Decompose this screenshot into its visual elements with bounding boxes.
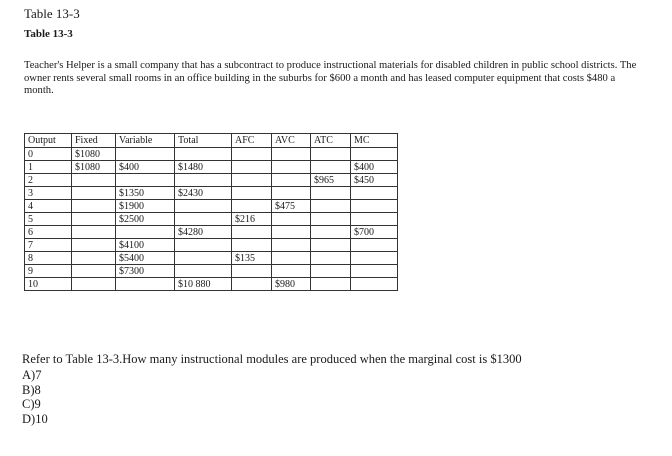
col-header-atc: ATC [311, 134, 351, 148]
option-b: B)8 [22, 382, 41, 397]
table-cell [232, 148, 272, 161]
table-cell [311, 200, 351, 213]
table-cell [232, 278, 272, 291]
table-cell: $2430 [175, 187, 232, 200]
table-cell: $135 [232, 252, 272, 265]
table-cell: $2500 [116, 213, 175, 226]
table-cell [272, 252, 311, 265]
col-header-avc: AVC [272, 134, 311, 148]
table-cell [72, 187, 116, 200]
table-cell [272, 187, 311, 200]
table-row [25, 265, 398, 278]
table-cell [116, 174, 175, 187]
table-cell: 9 [25, 265, 72, 278]
option-a: A)7 [22, 368, 42, 382]
table-cell [116, 226, 175, 239]
table-cell [351, 239, 398, 252]
table-cell [232, 174, 272, 187]
table-cell: $1900 [116, 200, 175, 213]
table-cell: 5 [25, 213, 72, 226]
table-cell [232, 200, 272, 213]
table-cell [72, 213, 116, 226]
table-row [25, 161, 398, 174]
table-cell: 4 [25, 200, 72, 213]
table-cell: 6 [25, 226, 72, 239]
col-header-mc: MC [351, 134, 398, 148]
table-cell [72, 265, 116, 278]
table-cell [272, 161, 311, 174]
table-cell [272, 174, 311, 187]
table-cell [311, 148, 351, 161]
table-cell: 10 [25, 278, 72, 291]
table-cell: $216 [232, 213, 272, 226]
table-cell [272, 239, 311, 252]
table-cell: 3 [25, 187, 72, 200]
table-cell [311, 226, 351, 239]
table-cell: $400 [351, 161, 398, 174]
table-cell [232, 239, 272, 252]
table-cell [116, 278, 175, 291]
table-cell: $10 880 [175, 278, 232, 291]
table-cell [272, 226, 311, 239]
table-cell [351, 200, 398, 213]
table-cell [311, 213, 351, 226]
table-cell [175, 265, 232, 278]
col-header-afc: AFC [232, 134, 272, 148]
table-cell [72, 278, 116, 291]
table-cell [232, 187, 272, 200]
table-row [25, 278, 398, 291]
table-cell: $980 [272, 278, 311, 291]
table-cell [351, 252, 398, 265]
table-cell [311, 187, 351, 200]
table-cell [72, 200, 116, 213]
table-cell [116, 148, 175, 161]
table-cell: 2 [25, 174, 72, 187]
table-cell [311, 161, 351, 174]
col-header-variable: Variable [116, 134, 175, 148]
table-label: Table 13-3 [24, 28, 73, 40]
table-cell [272, 265, 311, 278]
table-cell: $450 [351, 174, 398, 187]
table-cell [72, 239, 116, 252]
table-cell [72, 226, 116, 239]
table-cell [351, 278, 398, 291]
table-cell [175, 252, 232, 265]
table-cell [232, 226, 272, 239]
description-paragraph: Teacher's Helper is a small company that has a subcontract to produce instructional materials for disabled children in public school districts. The owner rents several small rooms in an office building in the suburbs for $600 a month and has leased computer equipment that costs $480 a month. [24, 60, 637, 96]
table-cell [351, 187, 398, 200]
table-cell [272, 213, 311, 226]
table-row [25, 148, 398, 161]
table-cell [311, 239, 351, 252]
table-cell: 0 [25, 148, 72, 161]
table-cell [232, 265, 272, 278]
table-row [25, 174, 398, 187]
table-cell [311, 278, 351, 291]
table-cell: $4280 [175, 226, 232, 239]
table-cell [175, 213, 232, 226]
table-cell [272, 148, 311, 161]
col-header-total: Total [175, 134, 232, 148]
table-cell: $965 [311, 174, 351, 187]
col-header-fixed: Fixed [72, 134, 116, 148]
cost-table [24, 133, 398, 291]
table-cell: 1 [25, 161, 72, 174]
table-row [25, 213, 398, 226]
table-cell: $400 [116, 161, 175, 174]
col-header-output: Output [25, 134, 72, 148]
table-cell [351, 265, 398, 278]
table-cell: $1080 [72, 161, 116, 174]
option-c: C)9 [22, 397, 41, 412]
table-cell [72, 174, 116, 187]
table-header-row [25, 134, 398, 148]
table-cell: $7300 [116, 265, 175, 278]
table-cell: 8 [25, 252, 72, 265]
table-cell [72, 252, 116, 265]
table-cell [351, 213, 398, 226]
table-cell [175, 239, 232, 252]
header-title: Table 13-3 [24, 6, 80, 21]
table-cell: 7 [25, 239, 72, 252]
table-cell [232, 161, 272, 174]
table-row [25, 187, 398, 200]
table-cell: $5400 [116, 252, 175, 265]
table-cell [351, 148, 398, 161]
table-row [25, 239, 398, 252]
table-cell [175, 174, 232, 187]
table-cell: $700 [351, 226, 398, 239]
table-row [25, 200, 398, 213]
table-cell: $4100 [116, 239, 175, 252]
table-row [25, 252, 398, 265]
table-cell [175, 148, 232, 161]
option-d: D)10 [22, 411, 48, 426]
question-text: Refer to Table 13-3.How many instructional modules are produced when the marginal cost is $1300 [22, 352, 522, 366]
answer-options [22, 368, 48, 426]
table-cell: $475 [272, 200, 311, 213]
table-cell: $1350 [116, 187, 175, 200]
table-cell: $1080 [72, 148, 116, 161]
table-cell: $1480 [175, 161, 232, 174]
table-row [25, 226, 398, 239]
table-cell [175, 200, 232, 213]
table-cell [311, 252, 351, 265]
table-cell [311, 265, 351, 278]
